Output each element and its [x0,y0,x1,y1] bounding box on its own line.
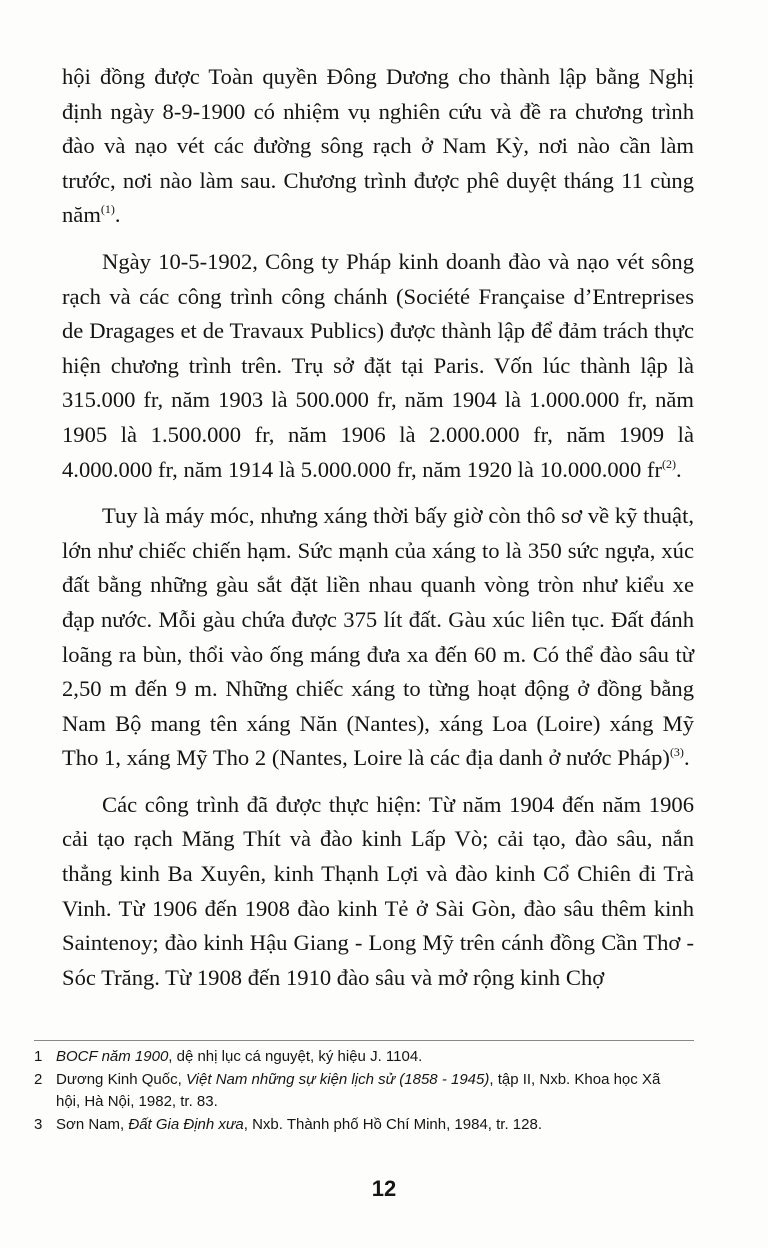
footnote-3 [34,1114,684,1137]
footnote-text [56,1114,684,1137]
paragraph-2 [62,245,694,487]
main-text [62,60,694,1007]
footnotes [34,1046,684,1136]
paragraph-2-text: Ngày 10-5-1902, Công ty Pháp kinh doanh đào và nạo vét sông rạch và các công trình công chánh (Société Française d’Entreprises de Dragages et de Travaux Publics) được thành lập để đảm trách thực hiện chương trình trên. Trụ sở đặt tại Paris. Vốn lúc thành lập là 315.000 fr, năm 1903 là 500.000 fr, năm 1904 là 1.000.000 fr, năm 1905 là 1.500.000 fr, năm 1906 là 2.000.000 fr, năm 1909 là 4.000.000 fr, năm 1914 là 5.000.000 fr, năm 1920 là 10.000.000 fr [62,248,694,482]
paragraph-1-text: hội đồng được Toàn quyền Đông Dương cho thành lập bằng Nghị định ngày 8-9-1900 có nhiệm vụ nghiên cứu và đề ra chương trình đào và nạo vét các đường sông rạch ở Nam Kỳ, nơi nào cần làm trước, nơi nào làm sau. Chương trình được phê duyệt tháng 11 cùng năm [62,64,694,228]
footnote-ref-1: (1) [100,202,115,217]
footnote-source-title: Đất Gia Định xưa [128,1115,244,1133]
paragraph-3-text: Tuy là máy móc, nhưng xáng thời bấy giờ còn thô sơ về kỹ thuật, lớn như chiếc chiến hạm. Sức mạnh của xáng to là 350 sức ngựa, xúc đất bằng những gàu sắt đặt liền nhau quanh vòng tròn như kiểu xe đạp nước. Mỗi gàu chứa được 375 lít đất. Gàu xúc liên tục. Đất đánh loãng ra bùn, thổi vào ống máng đưa xa đến 60 m. Có thể đào sâu từ 2,50 m đến 9 m. Những chiếc xáng to từng hoạt động ở đồng bằng Nam Bộ mang tên xáng Năn (Nantes), xáng Loa (Loire) xáng Mỹ Tho 1, xáng Mỹ Tho 2 (Nantes, Loire là các địa danh ở nước Pháp) [62,503,694,771]
footnote-detail: , dệ nhị lục cá nguyệt, ký hiệu J. 1104. [168,1048,423,1065]
footnote-1 [34,1046,684,1069]
footnote-number: 3 [34,1115,43,1133]
footnote-2 [34,1069,684,1114]
paragraph-3 [62,499,694,776]
footnote-ref-3: (3) [669,745,684,760]
paragraph-3-tail: . [683,745,690,771]
footnote-author: Dương Kinh Quốc, [56,1070,186,1088]
footnote-number: 1 [34,1048,43,1065]
footnote-source-title: Việt Nam những sự kiện lịch sử (1858 - 1945) [185,1070,490,1088]
footnote-divider [34,1040,694,1041]
footnote-text [56,1069,684,1114]
paragraph-1 [62,60,694,233]
page-number: 12 [371,1176,397,1201]
paragraph-2-tail: . [675,456,682,482]
footnote-source-title: BOCF năm 1900 [56,1048,169,1065]
footnote-detail: , Nxb. Thành phố Hồ Chí Minh, 1984, tr. 128. [243,1115,542,1133]
paragraph-4 [62,788,694,996]
footnote-detail: , tập II, Nxb. Khoa học Xã hội, Hà Nội, 1982, tr. 83. [56,1070,661,1110]
footnote-text [56,1046,684,1069]
paragraph-4-text: Các công trình đã được thực hiện: Từ năm 1904 đến năm 1906 cải tạo rạch Măng Thít và đào kinh Lấp Vò; cải tạo, đào sâu, nắn thẳng kinh Ba Xuyên, kinh Thạnh Lợi và đào kinh Cổ Chiên đi Trà Vinh. Từ 1906 đến 1908 đào kinh Tẻ ở Sài Gòn, đào sâu thêm kinh Saintenoy; đào kinh Hậu Giang - Long Mỹ trên cánh đồng Cần Thơ - Sóc Trăng. Từ 1908 đến 1910 đào sâu và mở rộng kinh Chợ [62,791,694,990]
paragraph-1-tail: . [114,202,121,228]
footnote-ref-2: (2) [661,456,676,471]
footnote-author: Sơn Nam, [56,1115,129,1133]
footnote-number: 2 [34,1070,43,1088]
